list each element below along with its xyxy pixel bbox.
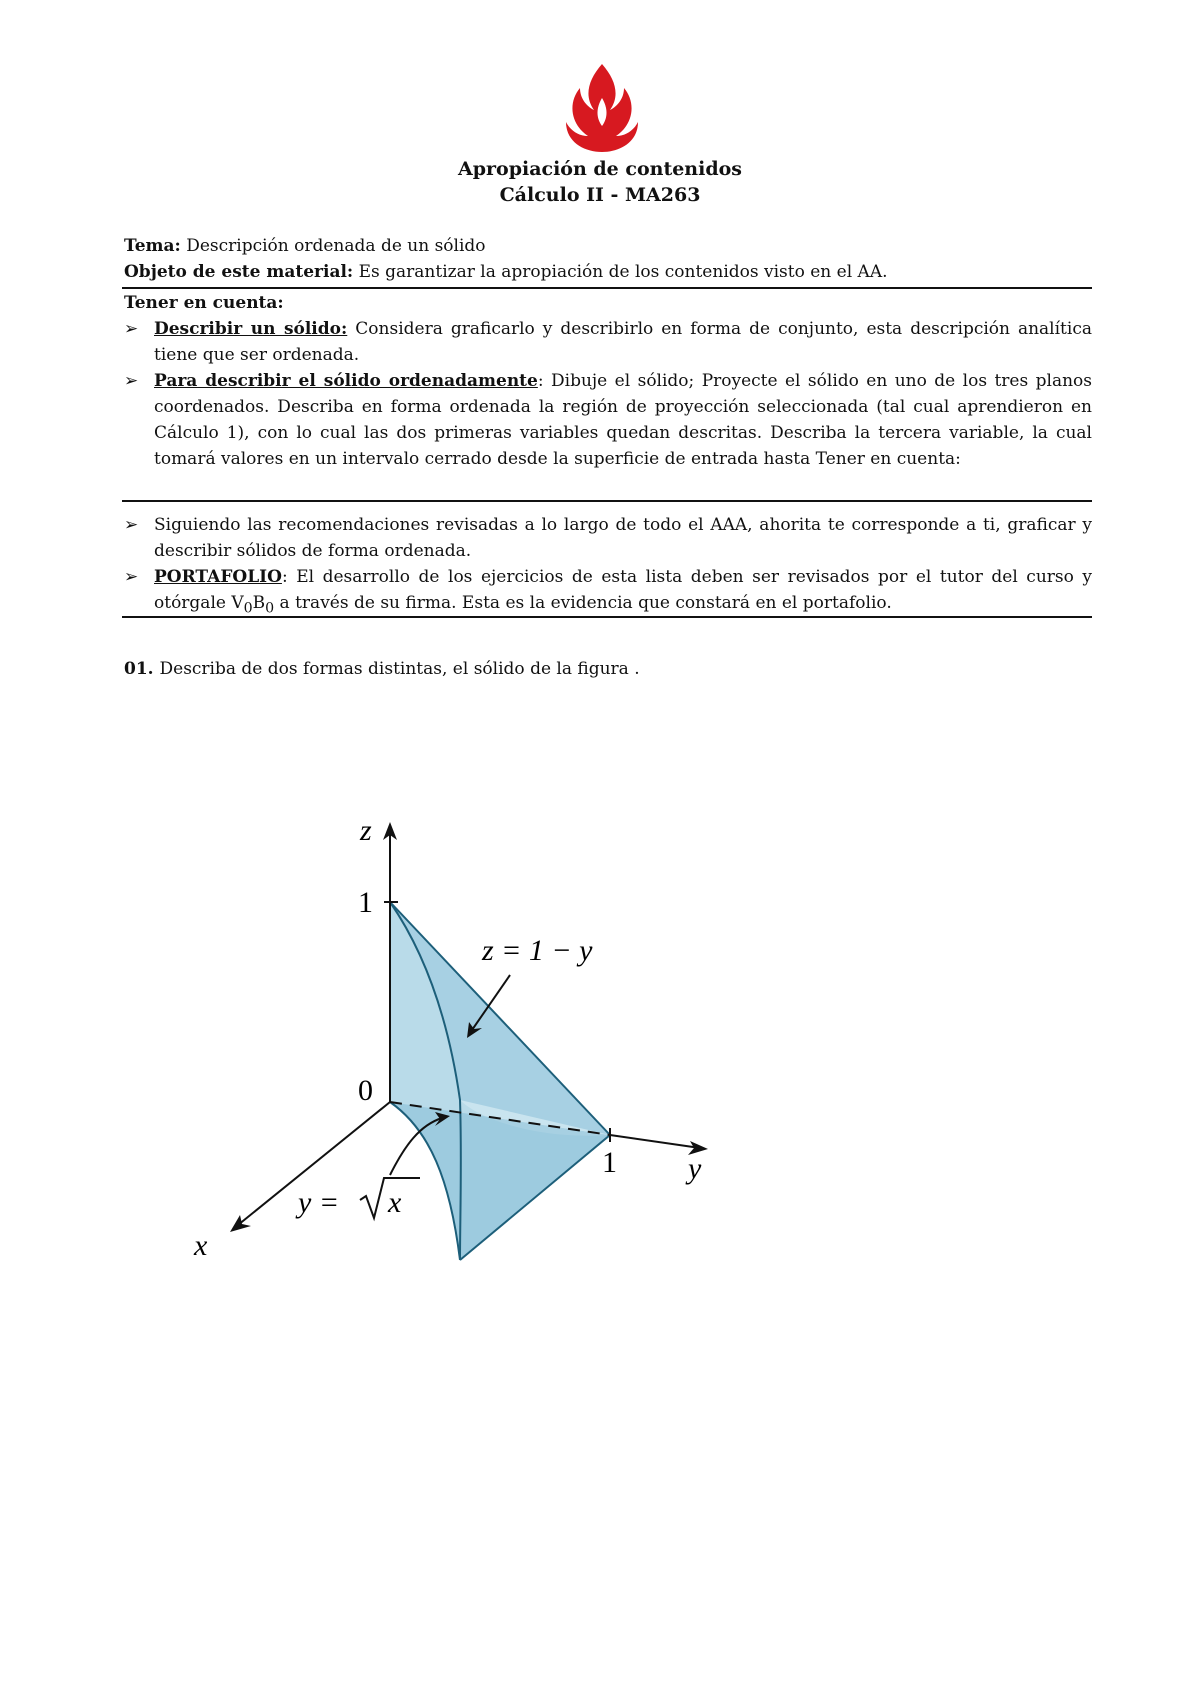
- portfolio-sub-1: 0: [243, 600, 253, 617]
- z-tick-label: 1: [358, 886, 373, 919]
- tema-label: Tema:: [124, 236, 181, 256]
- tema-value: Descripción ordenada de un sólido: [186, 236, 486, 256]
- portfolio-text-2: a través de su firma. Esta es la evidencia que constará en el portafolio.: [274, 593, 892, 613]
- arrow-bullet-icon: ➢: [124, 371, 139, 391]
- tips-section: [124, 290, 1092, 472]
- z-axis-label: z: [360, 814, 372, 847]
- portfolio-text-1: : El desarrollo de los ejercicios de esta lista deben ser revisados por el tutor del curso y otórgale V: [154, 567, 1092, 613]
- arrow-bullet-icon: ➢: [124, 567, 139, 587]
- instructions-section: [124, 512, 1092, 621]
- question-text: Describa de dos formas distintas, el sólido de la figura .: [159, 659, 640, 679]
- y-axis-label: y: [688, 1152, 702, 1185]
- curve-sqrt-variable: x: [388, 1186, 402, 1219]
- origin-label: 0: [358, 1074, 373, 1107]
- portfolio-mid: B: [252, 593, 266, 613]
- curve-equation-label: y =: [298, 1186, 340, 1219]
- question-01: [124, 659, 640, 679]
- question-number: 01.: [124, 659, 154, 679]
- instruction-practice: [124, 512, 1092, 564]
- tips-heading: Tener en cuenta:: [124, 293, 284, 313]
- intro-block: [124, 233, 1092, 285]
- tip-describe-term: Describir un sólido:: [154, 319, 348, 339]
- y-tick-label: 1: [602, 1146, 617, 1179]
- tip-ordered: [124, 368, 1092, 472]
- arrow-bullet-icon: ➢: [124, 515, 139, 535]
- tip-ordered-text: : Dibuje el sólido; Proyecte el sólido en uno de los tres planos coordenados. Describa en forma ordenada la región de proyección seleccionada (tal cual aprendieron en Cálculo 1), con lo cual las dos primeras variables quedan descritas. Describa la tercera variable, la cual tomará valores en un intervalo cerrado desde la superficie de entrada hasta Tener en cuenta:: [154, 371, 1093, 469]
- tema-line: [124, 233, 1092, 259]
- instruction-portfolio: [124, 564, 1092, 621]
- solid-figure: [180, 800, 740, 1270]
- objeto-value: Es garantizar la apropiación de los contenidos visto en el AA.: [358, 262, 888, 282]
- y-axis: [610, 1135, 700, 1148]
- arrow-bullet-icon: ➢: [124, 319, 139, 339]
- course-code: Cálculo II - MA263: [499, 184, 701, 206]
- objeto-label: Objeto de este material:: [124, 262, 354, 282]
- tip-describe-text: Considera graficarlo y describirlo en forma de conjunto, esta descripción analítica tiene que ser ordenada.: [154, 319, 1092, 365]
- x-axis-label: x: [194, 1229, 208, 1262]
- tip-describe: [124, 316, 1092, 368]
- document-title: Apropiación de contenidos: [457, 158, 742, 180]
- portfolio-sub-2: 0: [265, 600, 275, 617]
- objeto-line: [124, 259, 1092, 285]
- surface-equation-label: z = 1 − y: [482, 934, 593, 967]
- divider-1: [122, 287, 1092, 289]
- portfolio-term: PORTAFOLIO: [154, 567, 282, 587]
- divider-3: [122, 616, 1092, 618]
- university-logo-icon: [558, 58, 646, 154]
- instruction-practice-text: Siguiendo las recomendaciones revisadas a lo largo de todo el AAA, ahorita te corresponde a ti, graficar y describir sólidos de forma ordenada.: [154, 515, 1092, 561]
- tip-ordered-term: Para describir el sólido ordenadamente: [154, 371, 538, 391]
- divider-2: [122, 500, 1092, 502]
